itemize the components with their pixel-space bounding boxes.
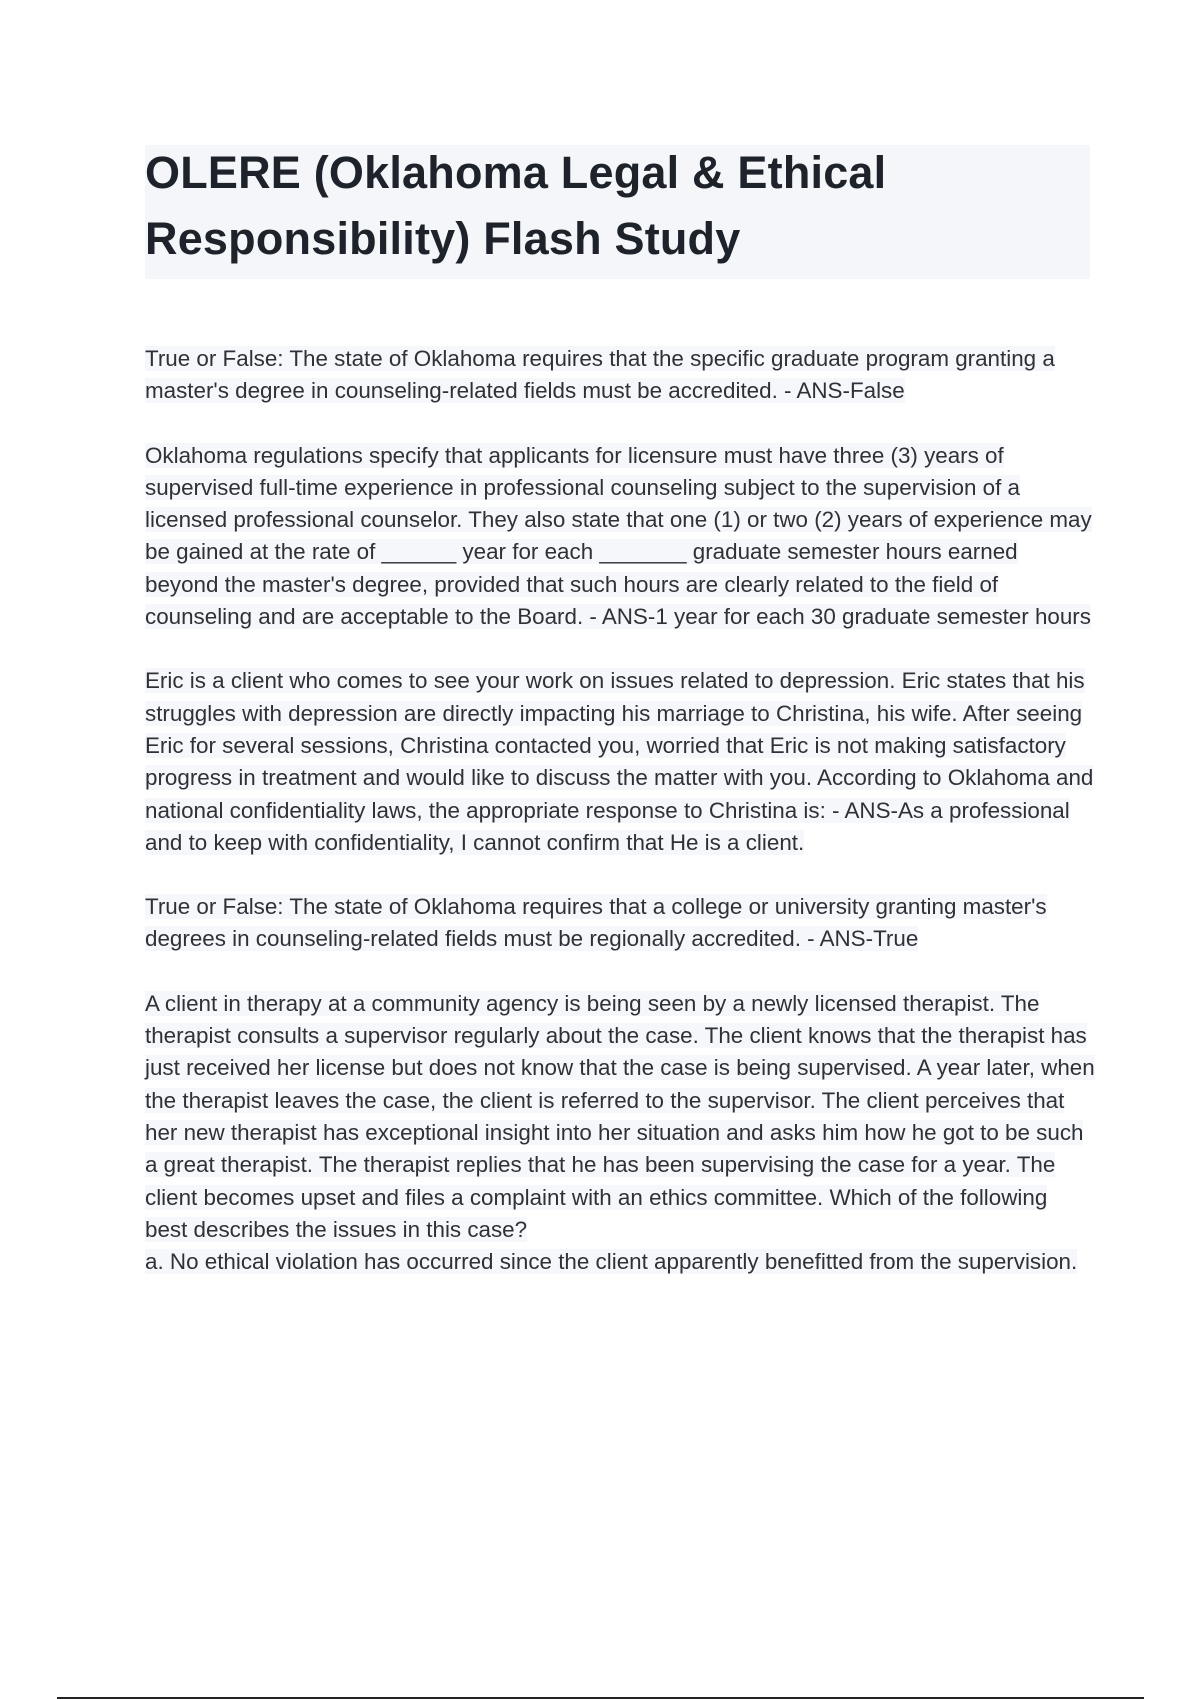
flashcard-text: True or False: The state of Oklahoma requires that a college or university granting master's degrees in counseling-related fields must be regionally accredited. - ANS-True	[145, 894, 1047, 952]
flashcard-text: Eric is a client who comes to see your work on issues related to depression. Eric states that his struggles with depression are directly impacting his marriage to Christina, his wife. After seeing Eric for several sessions, Christina contacted you, worried that Eric is not making satisfactory progress in treatment and would like to discuss the matter with you. According to Oklahoma and national confidentiality laws, the appropriate response to Christina is: - ANS-As a professional and to keep with confidentiality, I cannot confirm that He is a client.	[145, 668, 1094, 855]
flashcard-text: True or False: The state of Oklahoma requires that the specific graduate program granting a master's degree in counseling-related fields must be accredited. - ANS-False	[145, 346, 1055, 404]
flashcard-entry-2	[145, 440, 1095, 634]
flashcard-entry-3	[145, 665, 1095, 859]
flashcard-option-a: a. No ethical violation has occurred since the client apparently benefitted from the supervision.	[145, 1249, 1078, 1275]
flashcard-entry-4	[145, 891, 1095, 956]
document-title: OLERE (Oklahoma Legal & Ethical Responsibility) Flash Study	[145, 147, 887, 264]
flashcard-text: A client in therapy at a community agency is being seen by a newly licensed therapist. The therapist consults a supervisor regularly about the case. The client knows that the therapist has just received her license but does not know that the case is being supervised. A year later, when the therapist leaves the case, the client is referred to the supervisor. The client perceives that her new therapist has exceptional insight into her situation and asks him how he got to be such a great therapist. The therapist replies that he has been supervising the case for a year. The client becomes upset and files a complaint with an ethics committee. Which of the following best describes the issues in this case?	[145, 990, 1095, 1242]
flashcard-list	[145, 343, 1095, 1310]
footer-divider	[57, 1697, 1144, 1699]
flashcard-text: Oklahoma regulations specify that applicants for licensure must have three (3) years of supervised full-time experience in professional counseling subject to the supervision of a licensed professional counselor. They also state that one (1) or two (2) years of experience may be gained at the rate of ______ year for each _______ graduate semester hours earned beyond the master's degree, provided that such hours are clearly related to the field of counseling and are acceptable to the Board. - ANS-1 year for each 30 graduate semester hours	[145, 442, 1092, 630]
flashcard-entry-1	[145, 343, 1095, 408]
flashcard-entry-5	[145, 988, 1095, 1279]
